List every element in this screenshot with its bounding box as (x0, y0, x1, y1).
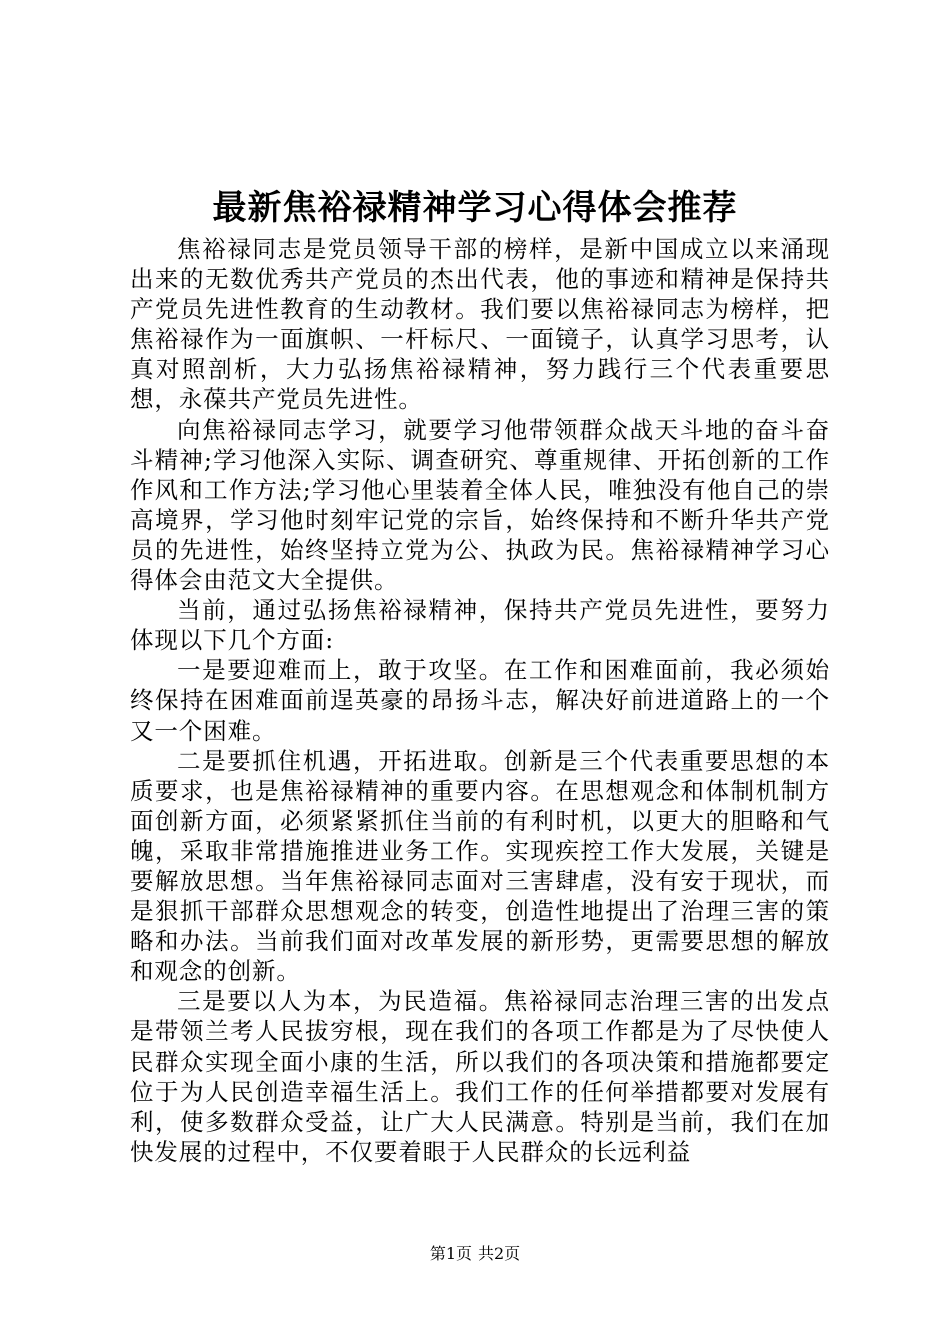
paragraph: 三是要以人为本，为民造福。焦裕禄同志治理三害的出发点是带领兰考人民拔穷根，现在我们的各项工作都是为了尽快使人民群众实现全面小康的生活，所以我们的各项决策和措施都要定位于为人民创造幸福生活上。我们工作的任何举措都要对发展有利，使多数群众受益，让广大人民满意。特别是当前，我们在加快发展的过程中，不仅要着眼于人民群众的长远利益 (130, 987, 830, 1166)
paragraph: 当前，通过弘扬焦裕禄精神，保持共产党员先进性，要努力体现以下几个方面: (130, 596, 830, 655)
document-title: 最新焦裕禄精神学习心得体会推荐 (212, 188, 738, 228)
page-footer (0, 1244, 950, 1264)
document-body (130, 234, 830, 1167)
paragraph: 二是要抓住机遇，开拓进取。创新是三个代表重要思想的本质要求，也是焦裕禄精神的重要内容。在思想观念和体制机制方面创新方面，必须紧紧抓住当前的有利时机，以更大的胆略和气魄，采取非常措施推进业务工作。实现疾控工作大发展，关键是要解放思想。当年焦裕禄同志面对三害肆虐，没有安于现状，而是狠抓干部群众思想观念的转变，创造性地提出了治理三害的策略和办法。当前我们面对改革发展的新形势，更需要思想的解放和观念的创新。 (130, 746, 830, 986)
paragraph: 一是要迎难而上，敢于攻坚。在工作和困难面前，我必须始终保持在困难面前逞英豪的昂扬斗志，解决好前进道路上的一个又一个困难。 (130, 656, 830, 745)
paragraph: 向焦裕禄同志学习，就要学习他带领群众战天斗地的奋斗奋斗精神;学习他深入实际、调查研究、尊重规律、开拓创新的工作作风和工作方法;学习他心里装着全体人民，唯独没有他自己的崇高境界，学习他时刻牢记党的宗旨，始终保持和不断升华共产党员的先进性，始终坚持立党为公、执政为民。焦裕禄精神学习心得体会由范文大全提供。 (130, 415, 830, 595)
page-number: 第1页 (429, 1244, 472, 1263)
page-count: 共2页 (478, 1244, 521, 1263)
paragraph: 焦裕禄同志是党员领导干部的榜样，是新中国成立以来涌现出来的无数优秀共产党员的杰出代表，他的事迹和精神是保持共产党员先进性教育的生动教材。我们要以焦裕禄同志为榜样，把焦裕禄作为一面旗帜、一杆标尺、一面镜子，认真学习思考，认真对照剖析，大力弘扬焦裕禄精神，努力践行三个代表重要思想，永葆共产党员先进性。 (130, 235, 830, 414)
